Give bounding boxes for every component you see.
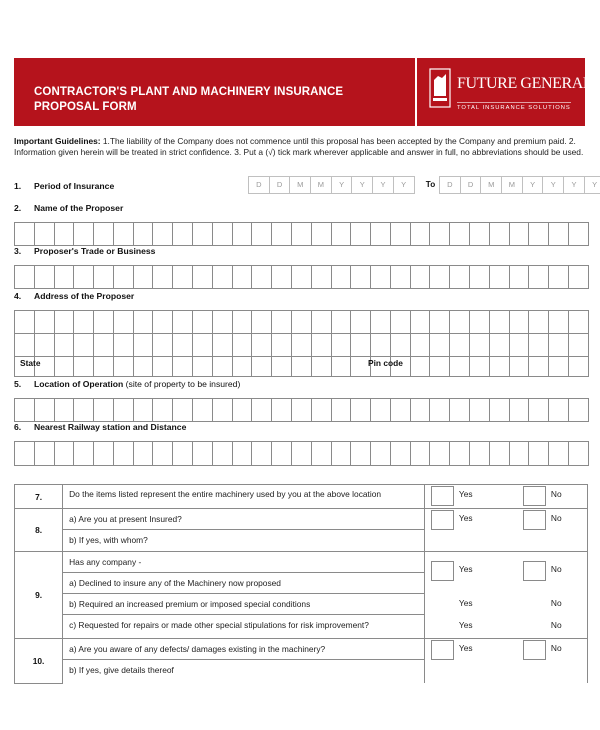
no-label: No: [550, 513, 562, 523]
character-box[interactable]: [411, 398, 431, 422]
state-label: State: [20, 358, 41, 368]
character-box[interactable]: [569, 310, 589, 334]
character-box[interactable]: [332, 356, 352, 377]
character-box[interactable]: [173, 265, 193, 289]
character-box[interactable]: [292, 222, 312, 246]
character-box[interactable]: [292, 398, 312, 422]
date-digit-box[interactable]: Y: [352, 176, 373, 194]
character-box[interactable]: [549, 222, 569, 246]
character-box[interactable]: [292, 356, 312, 377]
lion-emblem-icon: [429, 68, 451, 108]
repairs-question: c) Requested for repairs or made other special stipulations for risk improvement?: [69, 620, 369, 630]
yes-label: Yes: [458, 598, 473, 608]
table-row: [15, 485, 588, 509]
character-box[interactable]: [430, 310, 450, 334]
character-box[interactable]: [470, 310, 490, 334]
location-input[interactable]: [14, 398, 589, 422]
yes-no-options: [424, 552, 587, 639]
character-box[interactable]: [529, 222, 549, 246]
location-of-operation-label: Location of Operation: [34, 379, 124, 389]
character-box[interactable]: [55, 356, 75, 377]
character-box[interactable]: [15, 265, 35, 289]
character-box[interactable]: [55, 310, 75, 334]
character-box[interactable]: [35, 333, 55, 357]
character-box[interactable]: [569, 222, 589, 246]
character-box[interactable]: [55, 333, 75, 357]
yes-label: Yes: [458, 489, 473, 499]
character-box[interactable]: [272, 333, 292, 357]
character-box[interactable]: [272, 222, 292, 246]
character-box[interactable]: [312, 265, 332, 289]
to-label: To: [425, 180, 436, 189]
character-box[interactable]: [450, 265, 470, 289]
character-box[interactable]: [529, 265, 549, 289]
character-box[interactable]: [529, 441, 549, 466]
character-box[interactable]: [15, 398, 35, 422]
character-box[interactable]: [94, 265, 114, 289]
character-box[interactable]: [35, 265, 55, 289]
question-4: 4. Address of the Proposer: [14, 291, 135, 301]
character-box[interactable]: [94, 356, 114, 377]
character-box[interactable]: [173, 398, 193, 422]
address-line-1-input[interactable]: [14, 310, 589, 334]
character-box[interactable]: [312, 356, 332, 377]
character-box[interactable]: [94, 441, 114, 466]
question-text: Do the items listed represent the entire machinery used by you at the above location: [63, 485, 425, 509]
yes-label: Yes: [458, 564, 473, 574]
character-box[interactable]: [272, 310, 292, 334]
character-box[interactable]: [411, 265, 431, 289]
character-box[interactable]: [193, 356, 213, 377]
character-box[interactable]: [529, 310, 549, 334]
question-text: [63, 639, 425, 684]
question-text: [63, 552, 425, 639]
character-box[interactable]: [114, 441, 134, 466]
character-box[interactable]: [134, 310, 154, 334]
date-digit-box[interactable]: M: [481, 176, 502, 194]
character-box[interactable]: [173, 222, 193, 246]
defects-question: a) Are you aware of any defects/ damages existing in the machinery?: [63, 639, 424, 660]
character-box[interactable]: [470, 333, 490, 357]
character-box[interactable]: [470, 265, 490, 289]
character-box[interactable]: [371, 222, 391, 246]
character-box[interactable]: [252, 265, 272, 289]
character-box[interactable]: [153, 333, 173, 357]
no-label: No: [550, 643, 562, 653]
date-digit-box[interactable]: Y: [332, 176, 353, 194]
yes-no-options: [424, 639, 587, 684]
character-box[interactable]: [233, 356, 253, 377]
character-box[interactable]: [332, 222, 352, 246]
character-box[interactable]: [430, 222, 450, 246]
yes-no-options: [424, 509, 587, 552]
insured-question: a) Are you at present Insured?: [63, 509, 424, 530]
proposer-name-input[interactable]: [14, 222, 589, 246]
defects-details-question: b) If yes, give details thereof: [69, 665, 174, 675]
character-box[interactable]: [15, 222, 35, 246]
character-box[interactable]: [430, 265, 450, 289]
logo-name: FUTURE GENERALI: [457, 75, 598, 92]
character-box[interactable]: [74, 333, 94, 357]
machinery-questions-table: [14, 484, 588, 684]
date-digit-box[interactable]: Y: [373, 176, 394, 194]
character-box[interactable]: [114, 222, 134, 246]
question-number: 9.: [15, 552, 63, 639]
table-row: [15, 639, 588, 684]
character-box[interactable]: [153, 310, 173, 334]
character-box[interactable]: [233, 222, 253, 246]
character-box[interactable]: [55, 265, 75, 289]
character-box[interactable]: [569, 265, 589, 289]
date-digit-box[interactable]: Y: [523, 176, 544, 194]
character-box[interactable]: [193, 265, 213, 289]
character-box[interactable]: [252, 356, 272, 377]
character-box[interactable]: [312, 333, 332, 357]
character-box[interactable]: [193, 222, 213, 246]
character-box[interactable]: [94, 310, 114, 334]
period-from-date-field[interactable]: [248, 176, 415, 194]
character-box[interactable]: [272, 398, 292, 422]
character-box[interactable]: [430, 441, 450, 466]
character-box[interactable]: [332, 265, 352, 289]
question-number: 8.: [15, 509, 63, 552]
insurer-question: b) If yes, with whom?: [69, 535, 148, 545]
character-box[interactable]: [213, 441, 233, 466]
title-banner: [14, 58, 415, 126]
character-box[interactable]: [193, 333, 213, 357]
character-box[interactable]: [292, 333, 312, 357]
question-3: 3. Proposer's Trade or Business: [14, 246, 156, 256]
date-digit-box[interactable]: D: [270, 176, 291, 194]
trade-business-label: Proposer's Trade or Business: [34, 246, 156, 256]
character-box[interactable]: [213, 398, 233, 422]
character-box[interactable]: [549, 265, 569, 289]
character-box[interactable]: [391, 310, 411, 334]
pin-code-label: Pin code: [368, 358, 403, 368]
character-box[interactable]: [252, 398, 272, 422]
character-box[interactable]: [490, 310, 510, 334]
character-box[interactable]: [371, 333, 391, 357]
yes-checkbox[interactable]: [431, 486, 454, 506]
character-box[interactable]: [233, 265, 253, 289]
character-box[interactable]: [569, 333, 589, 357]
character-box[interactable]: [490, 398, 510, 422]
date-digit-box[interactable]: Y: [543, 176, 564, 194]
character-box[interactable]: [272, 441, 292, 466]
no-label: No: [550, 620, 562, 630]
character-box[interactable]: [134, 356, 154, 377]
character-box[interactable]: [510, 310, 530, 334]
character-box[interactable]: [292, 441, 312, 466]
character-box[interactable]: [450, 441, 470, 466]
character-box[interactable]: [173, 310, 193, 334]
location-note: (site of property to be insured): [125, 379, 241, 389]
character-box[interactable]: [94, 398, 114, 422]
date-digit-box[interactable]: Y: [394, 176, 415, 194]
no-checkbox[interactable]: [523, 486, 546, 506]
question-5: 5. Location of Operation (site of property to be insured): [14, 379, 241, 389]
declined-question: a) Declined to insure any of the Machinery now proposed: [63, 573, 424, 594]
character-box[interactable]: [351, 310, 371, 334]
character-box[interactable]: [450, 398, 470, 422]
character-box[interactable]: [55, 222, 75, 246]
character-box[interactable]: [470, 441, 490, 466]
proposer-address-label: Address of the Proposer: [34, 291, 135, 301]
character-box[interactable]: [549, 310, 569, 334]
no-label: No: [550, 564, 562, 574]
guidelines-text: 1.The liability of the Company does not commence until this proposal has been accepted by the Company and premium paid. 2. Information given herein will be treated in strict confidence. 3. Put a (√) tick mark wherever applicable and answer in full, no abbreviations should be used.: [14, 136, 584, 157]
character-box[interactable]: [153, 398, 173, 422]
character-box[interactable]: [569, 356, 589, 377]
character-box[interactable]: [430, 356, 450, 377]
character-box[interactable]: [134, 333, 154, 357]
character-box[interactable]: [114, 310, 134, 334]
character-box[interactable]: [114, 333, 134, 357]
yes-label: Yes: [458, 513, 473, 523]
character-box[interactable]: [312, 222, 332, 246]
period-of-insurance-label: Period of Insurance: [34, 181, 115, 191]
character-box[interactable]: [74, 265, 94, 289]
character-box[interactable]: [450, 222, 470, 246]
character-box[interactable]: [510, 356, 530, 377]
character-box[interactable]: [510, 398, 530, 422]
character-box[interactable]: [35, 398, 55, 422]
character-box[interactable]: [430, 333, 450, 357]
character-box[interactable]: [490, 222, 510, 246]
trade-business-input[interactable]: [14, 265, 589, 289]
character-box[interactable]: [15, 333, 35, 357]
character-box[interactable]: [153, 356, 173, 377]
character-box[interactable]: [470, 222, 490, 246]
yes-checkbox[interactable]: [431, 561, 454, 581]
date-digit-box[interactable]: D: [440, 176, 461, 194]
character-box[interactable]: [193, 398, 213, 422]
character-box[interactable]: [55, 398, 75, 422]
character-box[interactable]: [114, 265, 134, 289]
character-box[interactable]: [411, 222, 431, 246]
character-box[interactable]: [173, 441, 193, 466]
character-box[interactable]: [510, 441, 530, 466]
character-box[interactable]: [114, 398, 134, 422]
yes-label: Yes: [458, 643, 473, 653]
character-box[interactable]: [15, 310, 35, 334]
character-box[interactable]: [490, 333, 510, 357]
character-box[interactable]: [74, 441, 94, 466]
character-box[interactable]: [332, 310, 352, 334]
character-box[interactable]: [529, 398, 549, 422]
no-checkbox[interactable]: [523, 510, 546, 530]
character-box[interactable]: [94, 333, 114, 357]
character-box[interactable]: [391, 441, 411, 466]
character-box[interactable]: [153, 441, 173, 466]
character-box[interactable]: [252, 441, 272, 466]
character-box[interactable]: [391, 398, 411, 422]
character-box[interactable]: [233, 441, 253, 466]
guidelines-label: Important Guidelines:: [14, 136, 101, 146]
character-box[interactable]: [153, 265, 173, 289]
character-box[interactable]: [411, 310, 431, 334]
character-box[interactable]: [74, 356, 94, 377]
question-1: 1. Period of Insurance: [14, 181, 115, 191]
table-row: [15, 509, 588, 552]
character-box[interactable]: [193, 441, 213, 466]
character-box[interactable]: [430, 398, 450, 422]
character-box[interactable]: [134, 441, 154, 466]
character-box[interactable]: [351, 333, 371, 357]
character-box[interactable]: [134, 222, 154, 246]
question-2: 2. Name of the Proposer: [14, 203, 124, 213]
character-box[interactable]: [114, 356, 134, 377]
period-to-date-field[interactable]: [439, 176, 600, 194]
character-box[interactable]: [450, 356, 470, 377]
date-digit-box[interactable]: D: [461, 176, 482, 194]
yes-no-options: [424, 485, 587, 509]
railway-station-label: Nearest Railway station and Distance: [34, 422, 187, 432]
character-box[interactable]: [312, 398, 332, 422]
character-box[interactable]: [193, 310, 213, 334]
character-box[interactable]: [510, 265, 530, 289]
character-box[interactable]: [371, 441, 391, 466]
question-6: 6. Nearest Railway station and Distance: [14, 422, 187, 432]
character-box[interactable]: [312, 310, 332, 334]
character-box[interactable]: [74, 310, 94, 334]
character-box[interactable]: [549, 333, 569, 357]
proposer-name-label: Name of the Proposer: [34, 203, 124, 213]
character-box[interactable]: [411, 333, 431, 357]
date-digit-box[interactable]: D: [249, 176, 270, 194]
character-box[interactable]: [371, 265, 391, 289]
character-box[interactable]: [252, 222, 272, 246]
character-box[interactable]: [233, 310, 253, 334]
character-box[interactable]: [35, 222, 55, 246]
character-box[interactable]: [312, 441, 332, 466]
character-box[interactable]: [134, 265, 154, 289]
character-box[interactable]: [490, 441, 510, 466]
character-box[interactable]: [252, 333, 272, 357]
character-box[interactable]: [74, 398, 94, 422]
state-pincode-input[interactable]: [14, 356, 589, 377]
character-box[interactable]: [549, 441, 569, 466]
character-box[interactable]: [332, 398, 352, 422]
character-box[interactable]: [173, 356, 193, 377]
character-box[interactable]: [510, 222, 530, 246]
yes-checkbox[interactable]: [431, 510, 454, 530]
character-box[interactable]: [529, 356, 549, 377]
railway-station-input[interactable]: [14, 441, 589, 466]
important-guidelines: [14, 136, 588, 158]
form-title: CONTRACTOR'S PLANT AND MACHINERY INSURANCE PROPOSAL FORM: [34, 86, 344, 113]
character-box[interactable]: [213, 310, 233, 334]
question-number: 10.: [15, 639, 63, 684]
character-box[interactable]: [252, 310, 272, 334]
character-box[interactable]: [450, 310, 470, 334]
question-text: [63, 509, 425, 552]
character-box[interactable]: [470, 398, 490, 422]
character-box[interactable]: [411, 356, 431, 377]
question-number: 7.: [15, 485, 63, 509]
character-box[interactable]: [371, 398, 391, 422]
table-row: [15, 552, 588, 639]
date-digit-box[interactable]: M: [502, 176, 523, 194]
character-box[interactable]: [490, 356, 510, 377]
company-intro: Has any company -: [63, 552, 424, 573]
character-box[interactable]: [134, 398, 154, 422]
logo-tagline: TOTAL INSURANCE SOLUTIONS: [457, 102, 571, 111]
increased-premium-question: b) Required an increased premium or imposed special conditions: [63, 594, 424, 615]
date-digit-box[interactable]: Y: [585, 176, 600, 194]
character-box[interactable]: [153, 222, 173, 246]
no-label: No: [550, 489, 562, 499]
character-box[interactable]: [292, 265, 312, 289]
character-box[interactable]: [213, 222, 233, 246]
character-box[interactable]: [490, 265, 510, 289]
character-box[interactable]: [351, 441, 371, 466]
character-box[interactable]: [272, 356, 292, 377]
yes-label: Yes: [458, 620, 473, 630]
character-box[interactable]: [15, 441, 35, 466]
character-box[interactable]: [332, 441, 352, 466]
character-box[interactable]: [510, 333, 530, 357]
character-box[interactable]: [55, 441, 75, 466]
character-box[interactable]: [569, 398, 589, 422]
character-box[interactable]: [529, 333, 549, 357]
character-box[interactable]: [332, 333, 352, 357]
character-box[interactable]: [292, 310, 312, 334]
character-box[interactable]: [411, 441, 431, 466]
character-box[interactable]: [549, 356, 569, 377]
company-logo: [417, 58, 598, 126]
character-box[interactable]: [94, 222, 114, 246]
no-label: No: [550, 598, 562, 608]
date-digit-box[interactable]: Y: [564, 176, 585, 194]
character-box[interactable]: [549, 398, 569, 422]
character-box[interactable]: [35, 441, 55, 466]
character-box[interactable]: [371, 310, 391, 334]
character-box[interactable]: [470, 356, 490, 377]
character-box[interactable]: [233, 333, 253, 357]
character-box[interactable]: [569, 441, 589, 466]
character-box[interactable]: [272, 265, 292, 289]
no-checkbox[interactable]: [523, 561, 546, 581]
date-digit-box[interactable]: M: [290, 176, 311, 194]
address-line-2-input[interactable]: [14, 333, 589, 357]
character-box[interactable]: [213, 265, 233, 289]
character-box[interactable]: [213, 356, 233, 377]
character-box[interactable]: [391, 222, 411, 246]
character-box[interactable]: [35, 310, 55, 334]
character-box[interactable]: [351, 265, 371, 289]
character-box[interactable]: [391, 333, 411, 357]
character-box[interactable]: [450, 333, 470, 357]
no-checkbox[interactable]: [523, 640, 546, 660]
character-box[interactable]: [213, 333, 233, 357]
date-digit-box[interactable]: M: [311, 176, 332, 194]
character-box[interactable]: [233, 398, 253, 422]
character-box[interactable]: [351, 398, 371, 422]
character-box[interactable]: [74, 222, 94, 246]
yes-checkbox[interactable]: [431, 640, 454, 660]
character-box[interactable]: [351, 222, 371, 246]
character-box[interactable]: [391, 265, 411, 289]
character-box[interactable]: [173, 333, 193, 357]
